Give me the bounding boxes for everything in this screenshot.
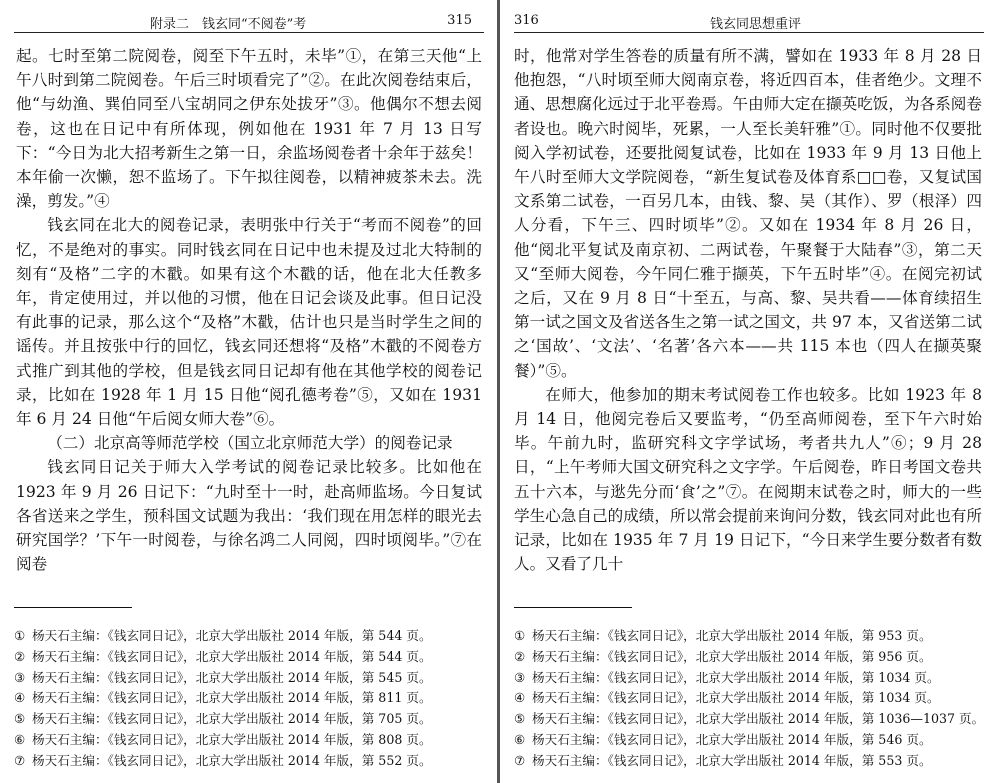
right-body-text bbox=[514, 44, 982, 592]
footnote bbox=[514, 626, 984, 647]
left-footnotes bbox=[14, 626, 484, 772]
footnote-mark: ③ bbox=[514, 669, 526, 685]
left-page bbox=[0, 0, 497, 783]
footnote bbox=[514, 688, 984, 709]
footnote-text: 杨天石主编：《钱玄同日记》，北京大学出版社 2014 年版，第 953 页。 bbox=[532, 628, 932, 643]
right-footnotes bbox=[514, 626, 984, 772]
right-header-title: 钱玄同思想重评 bbox=[710, 17, 802, 32]
footnote-text: 杨天石主编：《钱玄同日记》，北京大学出版社 2014 年版，第 1034 页。 bbox=[532, 669, 940, 685]
footnote-text: 杨天石主编：《钱玄同日记》，北京大学出版社 2014 年版，第 552 页。 bbox=[32, 752, 432, 768]
right-page-number: 316 bbox=[514, 13, 539, 28]
left-page-number: 315 bbox=[447, 13, 472, 28]
footnote-text: 杨天石主编：《钱玄同日记》，北京大学出版社 2014 年版，第 553 页。 bbox=[532, 752, 932, 768]
footnote-mark: ⑦ bbox=[14, 752, 26, 768]
footnote-mark: ④ bbox=[514, 690, 526, 706]
footnote bbox=[14, 626, 484, 647]
footnote-mark: ② bbox=[514, 648, 526, 664]
footnote-mark: ③ bbox=[14, 669, 26, 685]
footnote-mark: ⑤ bbox=[14, 711, 26, 727]
footnote-text: 杨天石主编：《钱玄同日记》，北京大学出版社 2014 年版，第 1036—1037 页。 bbox=[532, 711, 985, 727]
footnote bbox=[14, 730, 484, 751]
footnote bbox=[14, 688, 484, 709]
footnote-mark: ④ bbox=[14, 690, 26, 706]
footnote-mark: ⑥ bbox=[514, 731, 526, 747]
footnote-mark: ⑦ bbox=[514, 752, 526, 768]
section-heading: （二）北京高等师范学校（国立北京师范大学）的阅卷记录 bbox=[47, 434, 453, 453]
footnote-text: 杨天石主编：《钱玄同日记》，北京大学出版社 2014 年版，第 705 页。 bbox=[32, 711, 432, 727]
footnote bbox=[514, 730, 984, 751]
right-running-header bbox=[514, 8, 984, 33]
footnote-text: 杨天石主编：《钱玄同日记》，北京大学出版社 2014 年版，第 544 页。 bbox=[32, 628, 432, 643]
footnote-mark: ⑤ bbox=[514, 711, 526, 727]
footnote-mark: ⑥ bbox=[14, 731, 26, 747]
footnote bbox=[514, 668, 984, 689]
right-page bbox=[500, 0, 996, 783]
footnote-text: 杨天石主编：《钱玄同日记》，北京大学出版社 2014 年版，第 545 页。 bbox=[32, 669, 432, 685]
footnote bbox=[14, 751, 484, 772]
left-body-text bbox=[16, 44, 482, 592]
footnote-text: 杨天石主编：《钱玄同日记》，北京大学出版社 2014 年版，第 808 页。 bbox=[32, 731, 432, 747]
footnote-mark: ① bbox=[14, 628, 26, 643]
footnote-text: 杨天石主编：《钱玄同日记》，北京大学出版社 2014 年版，第 956 页。 bbox=[532, 648, 932, 664]
footnote-text: 杨天石主编：《钱玄同日记》，北京大学出版社 2014 年版，第 811 页。 bbox=[32, 690, 432, 706]
left-running-header bbox=[14, 8, 484, 33]
footnote bbox=[514, 709, 984, 730]
footnote-divider bbox=[14, 607, 132, 608]
left-header-title: 附录二 钱玄同“不阅卷”考 bbox=[150, 17, 307, 32]
footnote bbox=[514, 647, 984, 668]
footnote-text: 杨天石主编：《钱玄同日记》，北京大学出版社 2014 年版，第 544 页。 bbox=[32, 648, 432, 664]
footnote-text: 杨天石主编：《钱玄同日记》，北京大学出版社 2014 年版，第 1034 页。 bbox=[532, 690, 940, 706]
paragraph: 时，他常对学生答卷的质量有所不满，譬如在 1933 年 8 月 28 日他抱怨，“八时顷至师大阅南京卷，将近四百本，佳者绝少。文理不通、思想腐化远过于北平卷焉。午由师大定在撷英吃饭，为各系阅卷者设也。晚六时阅毕，死累，一人至长美轩雅”①。同时他不仅要批阅入学初试卷，还要批阅复试卷，比如在 1933 年 9 月 13 日他上午八时至师大文学院阅卷，“新生复试卷及体育系□□卷，又复试国文系第二试卷，一百另几本，由钱、黎、吴（其作）、罗（根泽）四人分看，下午三、四时顷毕”②。又如在 1934 年 8 月 26 日，他“阅北平复试及南京初、二两试卷，午聚餐于大陆春”③，第二天又“至师大阅卷，今午同仁雅于撷英，下午五时毕”④。在阅完初试之后，又在 9 月 8 日“十至五，与高、黎、吴共看——体育续招生第一试之国文及省送各生之第一试之国文，共 97 本，又省送第二试之‘国故’、‘文法’、‘名著’各六本——共 115 本也（四人在撷英聚餐）”⑤。 bbox=[514, 47, 982, 380]
footnote-text: 杨天石主编：《钱玄同日记》，北京大学出版社 2014 年版，第 546 页。 bbox=[532, 731, 932, 747]
footnote-divider bbox=[514, 607, 632, 608]
paragraph: 钱玄同日记关于师大入学考试的阅卷记录比较多。比如他在 1923 年 9 月 26 日记下：“九时至十一时，赴高师监场。今日复试各省送来之学生，预科国文试题为我出：‘我们现在用怎样的眼光去研究国学？’下午一时阅卷，与徐名鸿二人同阅，四时顷阅毕。”⑦在阅卷 bbox=[16, 458, 482, 574]
footnote-mark: ② bbox=[14, 648, 26, 664]
footnote bbox=[14, 709, 484, 730]
paragraph: 钱玄同在北大的阅卷记录，表明张中行关于“考而不阅卷”的回忆，不是绝对的事实。同时钱玄同在日记中也未提及过北大特制的刻有“及格”二字的木戳。如果有这个木戳的话，他在北大任教多年，肯定使用过，并以他的习惯，他在日记会谈及此事。但日记没有此事的记录，那么这个“及格”木戳，估计也只是当时学生之间的谣传。并且按张中行的回忆，钱玄同还想将“及格”木戳的不阅卷方式推广到其他的学校，但是钱玄同日记却有他在其他学校的阅卷记录，比如在 1928 年 1 月 15 日他“阅孔德考卷”⑤，又如在 1931 年 6 月 24 日他“午后阅女师大卷”⑥。 bbox=[16, 216, 482, 429]
footnote bbox=[14, 647, 484, 668]
footnote-mark: ① bbox=[514, 628, 526, 643]
footnote bbox=[14, 668, 484, 689]
footnote bbox=[514, 751, 984, 772]
paragraph: 在师大，他参加的期末考试阅卷工作也较多。比如 1923 年 8 月 14 日，他阅完卷后又要监考，“仍至高师阅卷，至下午六时始毕。午前九时，监研究科文字学试场，考者共九人”⑥；9 月 28 日，“上午考师大国文研究科之文字学。午后阅卷，昨日考国文卷共五十六本，与逖先分而‘食’之”⑦。在阅期末试卷之时，师大的一些学生心急自己的成绩，所以常会提前来询问分数，钱玄同对此也有所记录，比如在 1935 年 7 月 19 日记下，“今日来学生要分数者有数人。又看了几十 bbox=[514, 385, 982, 574]
paragraph: 起。七时至第二院阅卷，阅至下午五时，未毕”①，在第三天他“上午八时到第二院阅卷。午后三时顷看完了”②。在此次阅卷结束后，他“与幼渔、巽伯同至八宝胡同之伊东处拔牙”③。他偶尔不想去阅卷，这也在日记中有所体现，例如他在 1931 年 7 月 13 日写下：“今日为北大招考新生之第一日，余监场阅卷者十余年于兹矣！本年偷一次懒，恕不监场了。下午拟往阅卷，以精神疲茶未去。洗澡，剪发。”④ bbox=[16, 47, 482, 211]
